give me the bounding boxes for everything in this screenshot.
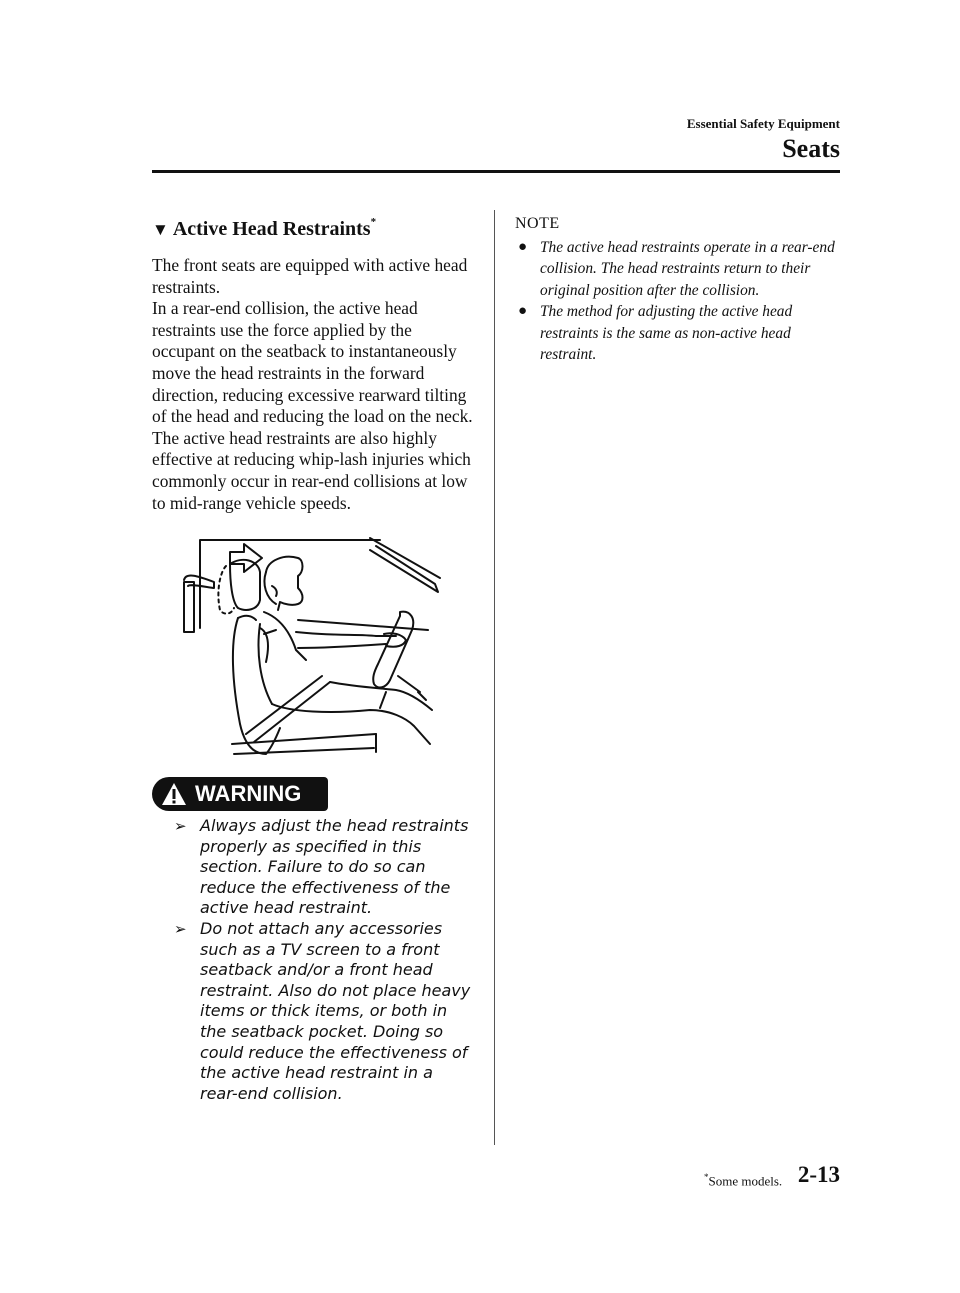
warning-triangle-icon (161, 782, 187, 806)
page-number: 2-13 (797, 1162, 840, 1187)
warning-item (172, 919, 472, 1104)
warning-item-text: Always adjust the head restraints properly as specified in this section. Failure to do so can reduce the effectiveness of the active head restraint. (200, 816, 469, 918)
dot-bullet-icon: ● (518, 239, 528, 255)
column-divider (494, 210, 495, 1145)
warning-item-text: Do not attach any accessories such as a TV screen to a front seatback and/or a front head restraint. Also do not place heavy items or thick items, or both in the seatback pocket. Doing so could reduce the effectiveness of the active head restraint in a rear-end collision. (200, 918, 471, 1103)
driver-seat-head-restraint-illustration (180, 532, 442, 760)
section-body (152, 255, 474, 514)
section-body-line: In a rear-end collision, the active head restraints use the force applied by the occupant on the seatback to instantaneously move the head restraints in the forward direction, reducing excessive rearward tilting of the head and reducing the load on the neck. The active head restraints are also highly effective at reducing whip-lash injuries which commonly occur in rear-end collisions at low to mid-range vehicle speeds. (152, 298, 473, 513)
footnote (704, 1172, 782, 1189)
note-item (515, 237, 840, 301)
dot-bullet-icon: ● (518, 303, 528, 320)
right-column (515, 215, 840, 365)
footnote-asterisk: * (704, 1172, 709, 1182)
some-models-asterisk: * (370, 216, 377, 229)
warning-list (172, 816, 472, 1104)
section-heading-text: Active Head Restraints (172, 218, 371, 240)
note-list (515, 237, 840, 365)
warning-label: WARNING (195, 781, 302, 806)
section-heading (152, 218, 474, 241)
header-rule (152, 170, 840, 173)
running-header-section: Essential Safety Equipment (686, 116, 840, 131)
footnote-text: Some models. (708, 1173, 783, 1189)
warning-item (172, 816, 472, 919)
arrow-bullet-icon: ➢ (174, 919, 187, 938)
section-marker-icon: ▼ (152, 220, 169, 239)
running-header-title: Seats (782, 134, 840, 163)
note-label: NOTE (515, 215, 560, 232)
note-item-text: The method for adjusting the active head restraints is the same as non-active head restraint. (540, 303, 793, 364)
note-item-text: The active head restraints operate in a rear-end collision. The head restraints return to their original position after the collision. (540, 239, 835, 299)
warning-badge (152, 777, 328, 811)
arrow-bullet-icon: ➢ (174, 817, 187, 835)
note-item (515, 301, 840, 365)
left-column (152, 218, 474, 514)
section-body-line: The front seats are equipped with active head restraints. (152, 255, 468, 297)
